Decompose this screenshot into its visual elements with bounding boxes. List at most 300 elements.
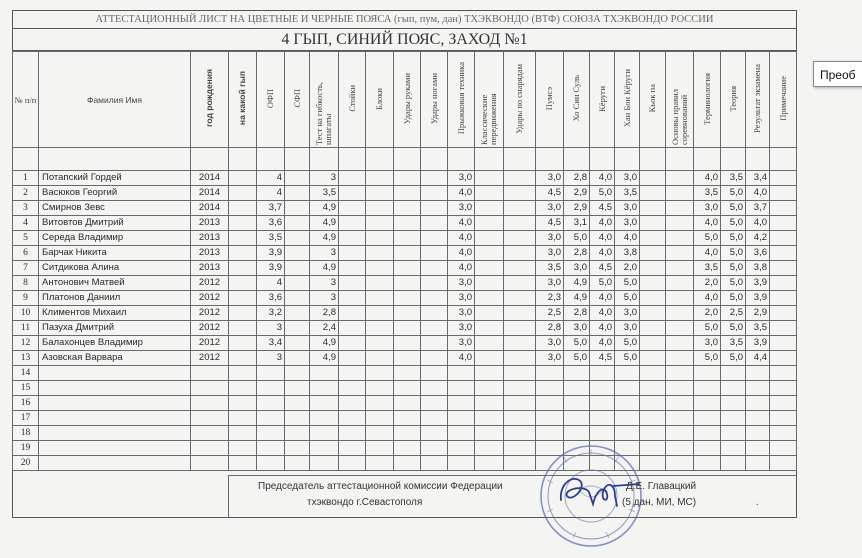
cell-kick	[421, 216, 448, 231]
cell-moves	[475, 426, 504, 441]
cell-blocks	[366, 306, 394, 321]
cell-n: 3	[13, 201, 39, 216]
cell-kyokpa	[640, 441, 666, 456]
cell-year: 2014	[191, 186, 229, 201]
cell-note	[770, 321, 797, 336]
cell-equip	[504, 396, 536, 411]
col-hss-label: Хо Син Суль	[571, 75, 581, 122]
cell-jump: 3,0	[448, 201, 475, 216]
cell-kick	[421, 261, 448, 276]
cell-sfp	[285, 246, 310, 261]
cell-hss: 5,0	[564, 351, 590, 366]
cell-n: 17	[13, 411, 39, 426]
cell-hss	[564, 396, 590, 411]
cell-blocks	[366, 456, 394, 471]
cell-rules	[666, 186, 694, 201]
cell-kyo: 4,0	[590, 306, 615, 321]
cell-result: 3,4	[746, 171, 770, 186]
cell-note	[770, 216, 797, 231]
cell-ofp: 3,5	[257, 231, 285, 246]
table-row	[13, 351, 797, 366]
table-row	[13, 381, 797, 396]
cell-n: 10	[13, 306, 39, 321]
col-blocks-label: Блоки	[374, 87, 384, 110]
cell-flex: 4,9	[310, 201, 339, 216]
cell-stances	[339, 261, 366, 276]
cell-note	[770, 201, 797, 216]
cell-result	[746, 426, 770, 441]
cell-kick	[421, 351, 448, 366]
cell-flex	[310, 381, 339, 396]
cell-gyp	[229, 216, 257, 231]
cell-name	[39, 411, 191, 426]
cell-equip	[504, 336, 536, 351]
cell-blocks	[366, 216, 394, 231]
cell-moves	[475, 441, 504, 456]
cell-rules	[666, 171, 694, 186]
cell-n: 20	[13, 456, 39, 471]
cell-jump	[448, 456, 475, 471]
col-kicks	[421, 52, 448, 148]
chair-line-2: тхэквондо г.Севастополя	[307, 497, 423, 508]
col-result	[746, 52, 770, 148]
cell-kyokpa	[640, 276, 666, 291]
cell-kyokpa	[640, 336, 666, 351]
cell-result: 3,9	[746, 291, 770, 306]
cell-kyo	[590, 396, 615, 411]
cell-hss: 2,8	[564, 246, 590, 261]
col-rules	[666, 52, 694, 148]
cell-hand	[394, 336, 421, 351]
cell-note	[770, 366, 797, 381]
cell-year: 2012	[191, 276, 229, 291]
cell-year: 2013	[191, 261, 229, 276]
cell-hand	[394, 441, 421, 456]
cell-flex	[310, 366, 339, 381]
cell-kyo: 4,5	[590, 351, 615, 366]
col-ofp	[257, 52, 285, 148]
cell-term	[694, 456, 721, 471]
table-row	[13, 456, 797, 471]
cell-theory: 2,5	[721, 306, 746, 321]
cell-note	[770, 411, 797, 426]
cell-jump: 3,0	[448, 171, 475, 186]
col-kyorugi	[590, 52, 615, 148]
cell-theory: 3,5	[721, 171, 746, 186]
cell-equip	[504, 381, 536, 396]
table-row	[13, 186, 797, 201]
cell-result: 3,7	[746, 201, 770, 216]
cell-moves	[475, 201, 504, 216]
cell-sfp	[285, 336, 310, 351]
cell-ofp	[257, 456, 285, 471]
cell-jump: 4,0	[448, 231, 475, 246]
cell-jump: 4,0	[448, 246, 475, 261]
col-hbk	[615, 52, 640, 148]
cell-blocks	[366, 411, 394, 426]
cell-sfp	[285, 201, 310, 216]
cell-rules	[666, 426, 694, 441]
cell-hand	[394, 231, 421, 246]
sheet-title: АТТЕСТАЦИОННЫЙ ЛИСТ НА ЦВЕТНЫЕ И ЧЕРНЫЕ ПОЯСА (гып, пум, дан) ТХЭКВОНДО (ВТФ) СОЮЗА ТХЭКВОНДО РОССИИ	[12, 10, 797, 29]
blank-row	[13, 148, 797, 171]
cell-hand	[394, 321, 421, 336]
col-ofp-label: ОФП	[265, 88, 275, 109]
table-row	[13, 261, 797, 276]
cell-equip	[504, 441, 536, 456]
cell-hbk	[615, 426, 640, 441]
cell-kyo: 5,0	[590, 276, 615, 291]
cell-n: 6	[13, 246, 39, 261]
cell-note	[770, 396, 797, 411]
col-kyokpa-label: Кьок па	[647, 84, 657, 113]
cell-term: 4,0	[694, 171, 721, 186]
cell-moves	[475, 231, 504, 246]
cell-jump: 4,0	[448, 186, 475, 201]
cell-gyp	[229, 381, 257, 396]
table-row	[13, 426, 797, 441]
cell-gyp	[229, 201, 257, 216]
cell-name: Антонович Матвей	[39, 276, 191, 291]
cell-jump	[448, 381, 475, 396]
cell-kyokpa	[640, 216, 666, 231]
cell-stances	[339, 306, 366, 321]
cell-hss: 3,1	[564, 216, 590, 231]
cell-pumse	[536, 396, 564, 411]
cell-name: Витовтов Дмитрий	[39, 216, 191, 231]
cell-pumse: 4,5	[536, 216, 564, 231]
cell-name: Васюков Георгий	[39, 186, 191, 201]
col-theory-label: Теория	[727, 85, 738, 112]
cell-hand	[394, 216, 421, 231]
cell-term: 4,0	[694, 216, 721, 231]
col-moves-label: Классические передвижения	[479, 92, 498, 145]
cell-sfp	[285, 396, 310, 411]
cell-n: 14	[13, 366, 39, 381]
cell-gyp	[229, 411, 257, 426]
cell-name	[39, 396, 191, 411]
col-equipment	[504, 52, 536, 148]
cell-theory: 5,0	[721, 231, 746, 246]
cell-kick	[421, 456, 448, 471]
cell-ofp	[257, 426, 285, 441]
cell-name: Ситдикова Алина	[39, 261, 191, 276]
cell-term	[694, 441, 721, 456]
cell-blocks	[366, 426, 394, 441]
cell-jump: 3,0	[448, 276, 475, 291]
cell-n: 2	[13, 186, 39, 201]
cell-n: 13	[13, 351, 39, 366]
cell-kyokpa	[640, 411, 666, 426]
col-year-label: год рождения	[204, 69, 214, 128]
cell-theory	[721, 366, 746, 381]
table-row	[13, 291, 797, 306]
cell-pumse	[536, 381, 564, 396]
col-hand-strikes	[394, 52, 421, 148]
cell-blocks	[366, 246, 394, 261]
cell-name: Середа Владимир	[39, 231, 191, 246]
cell-jump: 3,0	[448, 291, 475, 306]
cell-hbk	[615, 396, 640, 411]
cell-pumse	[536, 426, 564, 441]
cell-jump: 3,0	[448, 336, 475, 351]
col-kicks-label: Удары ногами	[428, 73, 439, 124]
cell-jump	[448, 411, 475, 426]
signer-name: Д.Е. Главацкий	[626, 481, 697, 492]
cell-rules	[666, 411, 694, 426]
cell-kyo: 4,0	[590, 231, 615, 246]
cell-flex: 4,9	[310, 231, 339, 246]
cell-theory: 3,5	[721, 336, 746, 351]
cell-equip	[504, 306, 536, 321]
col-flex	[310, 52, 339, 148]
cell-gyp	[229, 306, 257, 321]
col-note-label: Примечание	[777, 76, 788, 121]
cell-kyo: 4,5	[590, 261, 615, 276]
cell-stances	[339, 336, 366, 351]
cell-kick	[421, 381, 448, 396]
cell-moves	[475, 261, 504, 276]
cell-pumse: 3,0	[536, 231, 564, 246]
cell-hand	[394, 246, 421, 261]
cell-note	[770, 336, 797, 351]
cell-jump	[448, 426, 475, 441]
cell-hbk: 3,0	[615, 306, 640, 321]
cell-equip	[504, 426, 536, 441]
cell-pumse: 2,8	[536, 321, 564, 336]
cell-jump	[448, 366, 475, 381]
cell-gyp	[229, 426, 257, 441]
cell-hss: 3,0	[564, 261, 590, 276]
cell-stances	[339, 171, 366, 186]
cell-equip	[504, 216, 536, 231]
cell-n: 16	[13, 396, 39, 411]
cell-ofp: 4	[257, 276, 285, 291]
cell-gyp	[229, 336, 257, 351]
cell-kick	[421, 426, 448, 441]
cell-hbk: 3,0	[615, 321, 640, 336]
cell-pumse: 3,0	[536, 171, 564, 186]
cell-result: 4,2	[746, 231, 770, 246]
cell-hbk	[615, 366, 640, 381]
cell-pumse: 3,0	[536, 336, 564, 351]
cell-result: 4,0	[746, 216, 770, 231]
cell-name: Барчак Никита	[39, 246, 191, 261]
cell-flex: 2,8	[310, 306, 339, 321]
cell-rules	[666, 261, 694, 276]
cell-blocks	[366, 321, 394, 336]
cell-hbk: 2,0	[615, 261, 640, 276]
cell-name: Платонов Даниил	[39, 291, 191, 306]
cell-theory	[721, 426, 746, 441]
col-rules-label: Основы правил соревнований	[669, 88, 689, 145]
table-row	[13, 306, 797, 321]
cell-note	[770, 351, 797, 366]
cell-jump: 4,0	[448, 261, 475, 276]
cell-gyp	[229, 321, 257, 336]
cell-stances	[339, 201, 366, 216]
cell-hbk: 5,0	[615, 291, 640, 306]
table-row	[13, 441, 797, 456]
cell-name	[39, 381, 191, 396]
cell-hss: 5,0	[564, 231, 590, 246]
cell-hss: 4,9	[564, 291, 590, 306]
cell-gyp	[229, 396, 257, 411]
cell-ofp: 3	[257, 351, 285, 366]
cell-note	[770, 246, 797, 261]
cell-theory	[721, 381, 746, 396]
cell-hss: 2,8	[564, 171, 590, 186]
table-row	[13, 171, 797, 186]
cell-note	[770, 261, 797, 276]
cell-moves	[475, 351, 504, 366]
cell-kyo	[590, 366, 615, 381]
cell-sfp	[285, 366, 310, 381]
cell-jump	[448, 441, 475, 456]
cell-gyp	[229, 351, 257, 366]
cell-ofp: 3,9	[257, 246, 285, 261]
cell-ofp: 3,6	[257, 216, 285, 231]
cell-rules	[666, 216, 694, 231]
cell-name: Пазуха Дмитрий	[39, 321, 191, 336]
cell-kyo: 5,0	[590, 186, 615, 201]
table-row	[13, 201, 797, 216]
cell-stances	[339, 456, 366, 471]
cell-flex: 3	[310, 276, 339, 291]
col-hss	[564, 52, 590, 148]
cell-theory: 5,0	[721, 276, 746, 291]
cell-blocks	[366, 276, 394, 291]
table-row	[13, 231, 797, 246]
cell-result	[746, 366, 770, 381]
cell-kick	[421, 276, 448, 291]
cell-rules	[666, 336, 694, 351]
cell-hand	[394, 276, 421, 291]
cell-flex	[310, 426, 339, 441]
cell-ofp: 3,4	[257, 336, 285, 351]
cell-jump	[448, 396, 475, 411]
cell-theory: 5,0	[721, 351, 746, 366]
cell-equip	[504, 201, 536, 216]
cell-sfp	[285, 411, 310, 426]
col-num: № п/п	[13, 52, 39, 148]
col-hand-strikes-label: Удары руками	[401, 72, 412, 125]
cell-stances	[339, 186, 366, 201]
cell-moves	[475, 321, 504, 336]
cell-kyo: 4,0	[590, 171, 615, 186]
cell-kyokpa	[640, 321, 666, 336]
cell-equip	[504, 291, 536, 306]
cell-pumse: 3,0	[536, 201, 564, 216]
cell-sfp	[285, 441, 310, 456]
col-jump-label: Прыжковая техника	[455, 62, 466, 135]
cell-stances	[339, 366, 366, 381]
cell-term	[694, 366, 721, 381]
col-blocks	[366, 52, 394, 148]
cell-kyo: 4,0	[590, 321, 615, 336]
col-name: Фамилия Имя	[39, 52, 191, 148]
cell-note	[770, 426, 797, 441]
col-sfp	[285, 52, 310, 148]
cell-pumse: 2,5	[536, 306, 564, 321]
cell-ofp	[257, 366, 285, 381]
cell-term: 4,0	[694, 246, 721, 261]
cell-stances	[339, 216, 366, 231]
col-moves	[475, 52, 504, 148]
cell-theory: 5,0	[721, 246, 746, 261]
col-equipment-label: Удары по снарядам	[514, 63, 524, 134]
cell-rules	[666, 201, 694, 216]
cell-name: Смирнов Зевс	[39, 201, 191, 216]
table-row	[13, 216, 797, 231]
cell-hand	[394, 366, 421, 381]
cell-gyp	[229, 231, 257, 246]
cell-gyp	[229, 291, 257, 306]
cell-kick	[421, 291, 448, 306]
cell-gyp	[229, 261, 257, 276]
cell-term: 5,0	[694, 231, 721, 246]
cell-hss: 3,0	[564, 321, 590, 336]
cell-n: 1	[13, 171, 39, 186]
cell-n: 12	[13, 336, 39, 351]
cell-kyokpa	[640, 396, 666, 411]
col-flex-label: Тест на гибкость, шпагаты	[314, 81, 333, 145]
cell-result: 3,8	[746, 261, 770, 276]
col-terms-label: Терминология	[701, 72, 712, 125]
cell-name: Потапский Гордей	[39, 171, 191, 186]
col-pumse-label: Пумсэ	[544, 86, 554, 111]
cell-sfp	[285, 216, 310, 231]
cell-equip	[504, 411, 536, 426]
cell-equip	[504, 171, 536, 186]
cell-hbk: 5,0	[615, 336, 640, 351]
cell-result	[746, 411, 770, 426]
cell-kick	[421, 231, 448, 246]
cell-pumse	[536, 366, 564, 381]
cell-term: 4,0	[694, 291, 721, 306]
cell-pumse: 2,3	[536, 291, 564, 306]
cell-term	[694, 381, 721, 396]
cell-flex: 2,4	[310, 321, 339, 336]
cell-equip	[504, 456, 536, 471]
cell-year	[191, 456, 229, 471]
cell-moves	[475, 411, 504, 426]
cell-kyokpa	[640, 291, 666, 306]
translate-popup[interactable]: Преоб	[813, 61, 862, 87]
cell-stances	[339, 351, 366, 366]
cell-ofp: 3,9	[257, 261, 285, 276]
cell-gyp	[229, 456, 257, 471]
cell-rules	[666, 381, 694, 396]
cell-equip	[504, 366, 536, 381]
cell-result: 3,9	[746, 276, 770, 291]
cell-note	[770, 186, 797, 201]
cell-theory	[721, 411, 746, 426]
cell-flex: 4,9	[310, 336, 339, 351]
cell-kyo: 4,0	[590, 336, 615, 351]
cell-moves	[475, 456, 504, 471]
cell-rules	[666, 441, 694, 456]
cell-result	[746, 381, 770, 396]
cell-stances	[339, 441, 366, 456]
cell-moves	[475, 291, 504, 306]
cell-hss: 4,9	[564, 276, 590, 291]
cell-kick	[421, 306, 448, 321]
cell-rules	[666, 246, 694, 261]
cell-ofp: 3	[257, 321, 285, 336]
col-sfp-label: СФП	[291, 89, 302, 108]
cell-moves	[475, 276, 504, 291]
